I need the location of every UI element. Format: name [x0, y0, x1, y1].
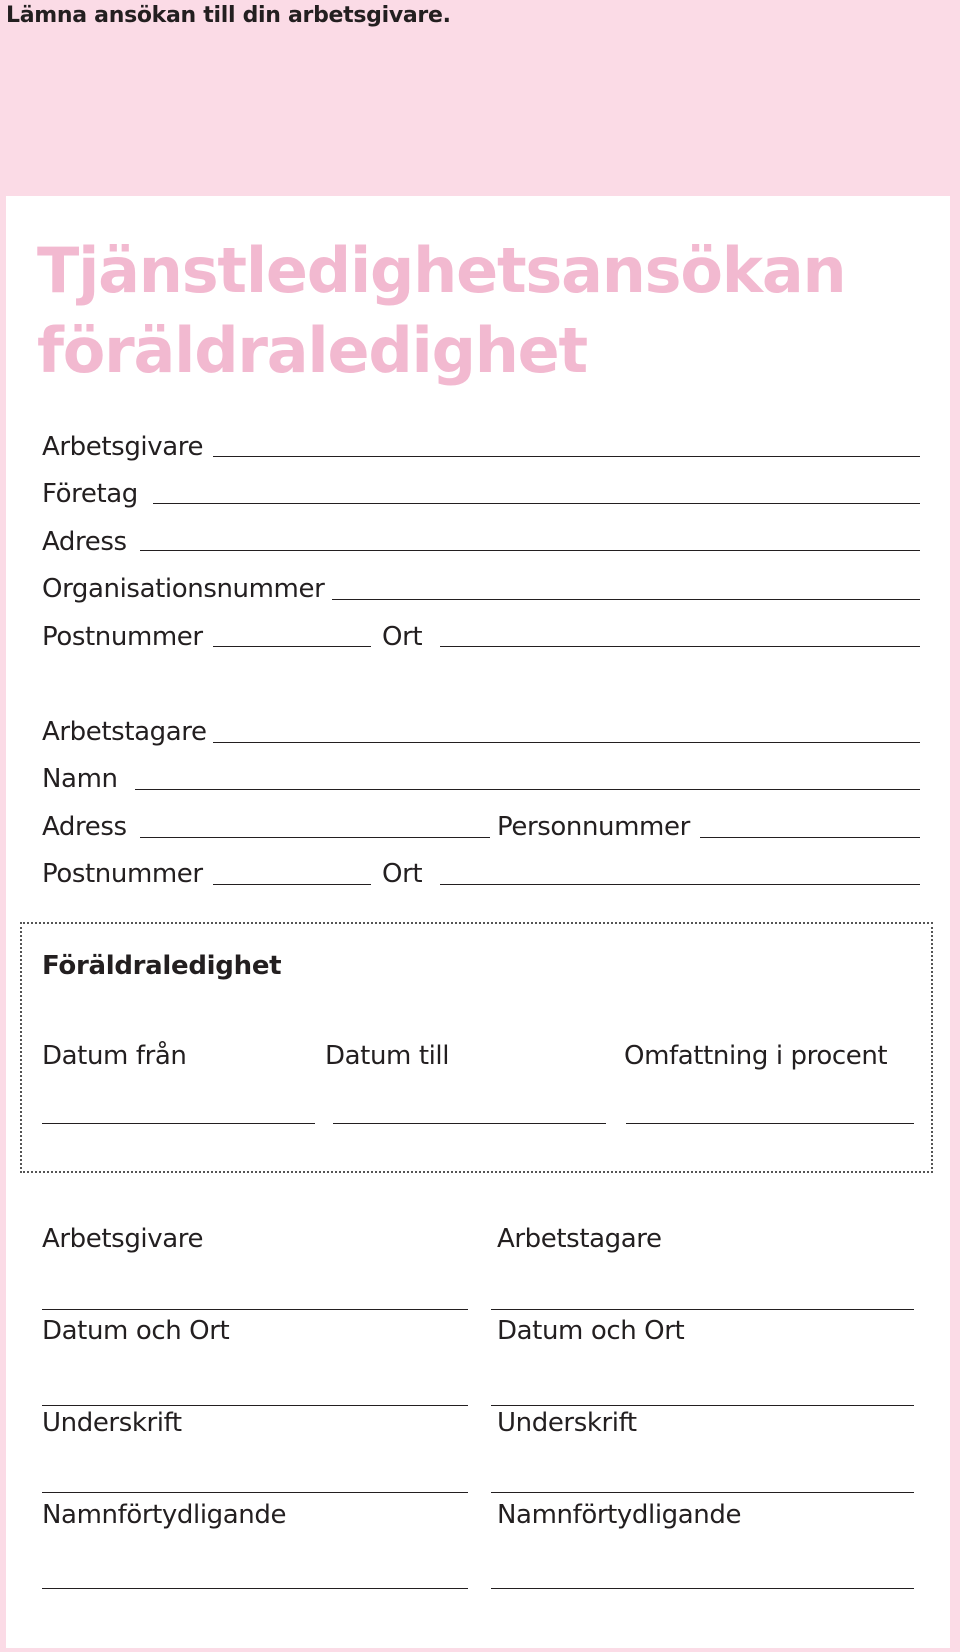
- employee-date-place-line[interactable]: [491, 1405, 914, 1406]
- employer-postal-code-input-line[interactable]: [213, 646, 371, 647]
- name-input-line[interactable]: [135, 789, 920, 790]
- date-to-input-line[interactable]: [333, 1123, 606, 1124]
- employer-address-input-line[interactable]: [140, 550, 920, 551]
- employer-date-place-label: Datum och Ort: [42, 1316, 230, 1346]
- date-from-label: Datum från: [42, 1041, 187, 1071]
- employee-date-place-label: Datum och Ort: [497, 1316, 685, 1346]
- date-from-input-line[interactable]: [42, 1123, 315, 1124]
- org-number-label: Organisationsnummer: [42, 574, 325, 604]
- employer-name-clarification-line[interactable]: [42, 1588, 468, 1589]
- form-title-line2: föräldraledighet: [37, 314, 587, 387]
- company-label: Företag: [42, 479, 138, 509]
- employee-label: Arbetstagare: [42, 717, 207, 747]
- name-label: Namn: [42, 764, 118, 794]
- personal-number-label: Personnummer: [497, 812, 690, 842]
- employer-label: Arbetsgivare: [42, 432, 204, 462]
- parental-leave-title: Föräldraledighet: [42, 951, 282, 981]
- employer-city-label: Ort: [382, 622, 423, 652]
- employer-address-label: Adress: [42, 527, 127, 557]
- signature-employer-heading: Arbetsgivare: [42, 1224, 204, 1254]
- signature-employee-line[interactable]: [491, 1309, 914, 1310]
- personal-number-input-line[interactable]: [700, 837, 920, 838]
- org-number-input-line[interactable]: [332, 599, 920, 600]
- employee-name-clarification-label: Namnförtydligande: [497, 1500, 742, 1530]
- employee-postal-code-label: Postnummer: [42, 859, 203, 889]
- percentage-input-line[interactable]: [626, 1123, 914, 1124]
- employee-address-label: Adress: [42, 812, 127, 842]
- percentage-label: Omfattning i procent: [624, 1041, 888, 1071]
- employer-signature-label: Underskrift: [42, 1408, 182, 1438]
- signature-employer-line[interactable]: [42, 1309, 468, 1310]
- signature-employee-heading: Arbetstagare: [497, 1224, 662, 1254]
- employer-postal-code-label: Postnummer: [42, 622, 203, 652]
- employer-city-input-line[interactable]: [440, 646, 920, 647]
- date-to-label: Datum till: [325, 1041, 450, 1071]
- employer-input-line[interactable]: [213, 456, 920, 457]
- employee-name-clarification-line[interactable]: [491, 1588, 914, 1589]
- employee-signature-label: Underskrift: [497, 1408, 637, 1438]
- employee-postal-code-input-line[interactable]: [213, 884, 371, 885]
- employer-name-clarification-label: Namnförtydligande: [42, 1500, 287, 1530]
- employee-city-label: Ort: [382, 859, 423, 889]
- employee-city-input-line[interactable]: [440, 884, 920, 885]
- form-title-line1: Tjänstledighetsansökan: [37, 234, 846, 307]
- employee-address-input-line[interactable]: [140, 837, 490, 838]
- employer-date-place-line[interactable]: [42, 1405, 468, 1406]
- employer-signature-line[interactable]: [42, 1492, 468, 1493]
- employee-signature-line[interactable]: [491, 1492, 914, 1493]
- instruction-text: Lämna ansökan till din arbetsgivare.: [6, 3, 451, 28]
- company-input-line[interactable]: [153, 503, 920, 504]
- employee-input-line[interactable]: [213, 742, 920, 743]
